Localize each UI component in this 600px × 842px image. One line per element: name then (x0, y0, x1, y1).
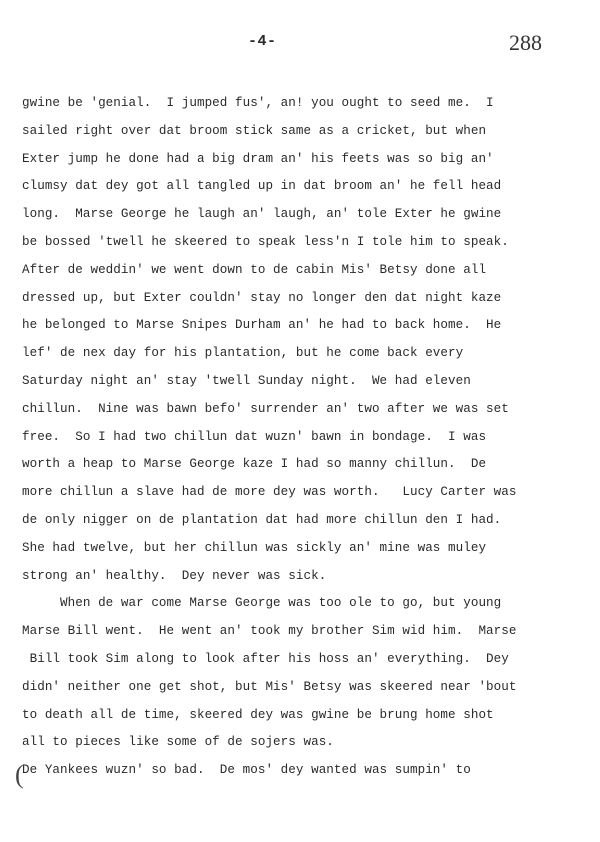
text-line: de only nigger on de plantation dat had more chillun den I had. (22, 512, 502, 527)
text-line: strong an' healthy. Dey never was sick. (22, 568, 327, 583)
text-line: When de war come Marse George was too ole to go, but young (22, 596, 502, 611)
text-line: lef' de nex day for his plantation, but he come back every (22, 346, 464, 361)
text-line: long. Marse George he laugh an' laugh, an' tole Exter he gwine (22, 207, 502, 222)
text-line: Bill took Sim along to look after his hoss an' everything. Dey (22, 651, 509, 666)
text-line: sailed right over dat broom stick same as a cricket, but when (22, 123, 487, 138)
text-line: gwine be 'genial. I jumped fus', an! you ought to seed me. I (22, 96, 494, 110)
margin-bracket-mark: ( (15, 760, 24, 789)
text-line: dressed up, but Exter couldn' stay no longer den dat night kaze (22, 290, 502, 305)
text-line: free. So I had two chillun dat wuzn' bawn in bondage. I was (22, 429, 487, 444)
text-line: worth a heap to Marse George kaze I had so manny chillun. De (22, 457, 487, 472)
text-line: didn' neither one get shot, but Mis' Betsy was skeered near 'bout (22, 679, 517, 694)
text-line: After de weddin' we went down to de cabin Mis' Betsy done all (22, 262, 487, 277)
page-number: 288 (509, 30, 542, 55)
text-line: chillun. Nine was bawn befo' surrender an' two after we was set (22, 401, 509, 416)
text-line: be bossed 'twell he skeered to speak less'n I tole him to speak. (22, 234, 509, 249)
text-line: Marse Bill went. He went an' took my brother Sim wid him. Marse (22, 624, 517, 639)
typed-text-body (22, 90, 582, 785)
text-line: more chillun a slave had de more dey was worth. Lucy Carter was (22, 485, 517, 500)
text-line: to death all de time, skeered dey was gwine be brung home shot (22, 707, 494, 722)
text-line: all to pieces like some of de sojers was. (22, 735, 334, 750)
text-line: he belonged to Marse Snipes Durham an' he had to back home. He (22, 318, 502, 333)
text-line: De Yankees wuzn' so bad. De mos' dey wanted was sumpin' to (22, 763, 471, 778)
text-line: clumsy dat dey got all tangled up in dat broom an' he fell head (22, 179, 502, 194)
page-header (0, 30, 600, 57)
text-line: She had twelve, but her chillun was sickly an' mine was muley (22, 540, 487, 555)
text-line: Saturday night an' stay 'twell Sunday night. We had eleven (22, 373, 471, 388)
page-label: -4- (248, 33, 277, 50)
text-line: Exter jump he done had a big dram an' his feets was so big an' (22, 151, 494, 166)
